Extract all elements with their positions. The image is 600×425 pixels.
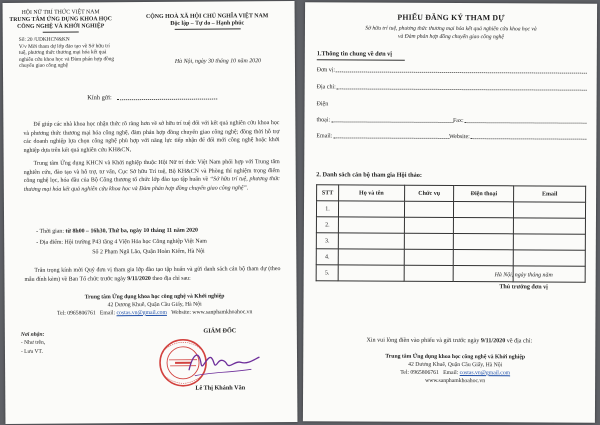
dotted-line — [331, 121, 453, 123]
recipient-item: - Lưu VT. — [20, 348, 43, 355]
org-name-line2: CÔNG NGHỆ VÀ KHỞI NGHIỆP — [17, 23, 105, 30]
table-cell[interactable] — [454, 202, 514, 218]
body-paragraph-3-text: Trân trọng kính mời Quý đơn vị tham gia lớp đào tạo tập huấn và gửi danh sách cán bộ tham dự (theo mẫu đính kèm) về Ban Tổ chức trước ngày — [24, 266, 281, 283]
form-contact-tel: 0965806761 — [410, 369, 439, 376]
table-cell[interactable] — [404, 265, 454, 281]
recipients-block — [21, 331, 45, 356]
body-paragraph-3 — [24, 265, 280, 284]
registration-form-page — [303, 2, 597, 423]
event-venue-line1: Hội trường P43 tầng 4 Viện Hóa học Công nghiệp Việt Nam — [64, 238, 207, 246]
field-email-website[interactable] — [316, 130, 586, 140]
greeting-label: Kính gửi: — [87, 94, 112, 102]
form-subtitle-line2: và Đàm phán hợp đồng chuyển giao công nghệ — [397, 33, 504, 41]
field-phone-fax[interactable] — [316, 114, 586, 124]
field-phone-label-b: thoại: — [316, 117, 331, 124]
column-header: Điện thoại — [454, 186, 514, 202]
column-header: STT — [317, 185, 339, 201]
event-time — [36, 228, 198, 236]
contact-tel-label: Tel: — [57, 310, 68, 317]
form-contact-tel-label: Tel: — [400, 369, 411, 376]
table-header-row — [317, 185, 586, 202]
deadline-note-end: về địa chỉ: — [505, 338, 533, 345]
form-contact-block — [339, 353, 571, 386]
dotted-line — [336, 71, 587, 73]
form-title: PHIẾU ĐĂNG KÝ THAM DỰ — [397, 12, 505, 23]
signature-icon — [189, 355, 259, 370]
dotted-line — [471, 138, 587, 140]
row-number: 4. — [316, 249, 338, 265]
section-participants-title: 2. Danh sách cán bộ tham gia Hội thảo: — [316, 171, 423, 179]
form-contact-address: 42 Dương Khuê, Quận Cầu Giấy, Hà Nội — [408, 361, 503, 369]
table-cell[interactable] — [454, 234, 514, 250]
field-address-label: Địa chỉ: — [316, 84, 336, 91]
director-name: Lê Thị Khánh Vân — [195, 384, 246, 392]
contact-address: 42 Dương Khuê, Quận Cầu Giấy, Hà Nội — [107, 301, 202, 309]
contact-line — [39, 309, 271, 318]
director-title: GIÁM ĐỐC — [203, 327, 237, 335]
section-title-underline — [317, 59, 405, 60]
contact-email-label: Email: — [99, 309, 117, 317]
table-row — [316, 233, 585, 250]
row-number: 5. — [316, 265, 338, 281]
field-phone-label-row — [317, 98, 587, 108]
document-number: Số: 20 /UDKHCN&KN — [18, 36, 70, 43]
form-contact-email-label: Email: — [443, 369, 460, 376]
invitation-letter-page — [3, 1, 298, 424]
table-cell[interactable] — [514, 234, 586, 250]
form-contact-website[interactable]: www.sanphamkhoahoc.vn — [425, 377, 486, 384]
table-cell[interactable] — [404, 201, 454, 217]
body-paragraph-2 — [24, 158, 280, 194]
contact-block — [39, 293, 271, 318]
field-website-label: Website: — [448, 133, 470, 141]
field-phone-label-a: Điện — [316, 101, 329, 108]
participants-table — [316, 184, 587, 282]
body-paragraph-1: Để giúp các nhà khoa học nhận thức rõ ràng hơn về sở hữu trí tuệ đối với kết quả nghiên cứu khoa học và phương thức thương mại hóa công nghệ, đàm phán hợp đồng chuyển giao công nghệ; đồng thời hỗ trợ các doanh nghiệp lựa chọn công nghệ phù hợp với năng lực tiếp nhận để đổi mới công nghệ hoặc khởi nghiệp dựa trên kết quả nghiên cứu KH&CN, — [23, 120, 280, 154]
national-underline — [175, 28, 241, 29]
deadline-note — [303, 337, 595, 346]
row-number: 2. — [316, 217, 338, 233]
org-parent-name: HỘI NỮ TRÍ THỨC VIỆT NAM — [21, 9, 100, 16]
field-fax-label: Fax: — [452, 118, 464, 125]
table-cell[interactable] — [514, 218, 586, 234]
row-number: 3. — [316, 233, 338, 249]
table-cell[interactable] — [338, 249, 404, 265]
body-paragraph-3-end: theo địa chỉ sau: — [150, 275, 191, 282]
form-subtitle-line1: Sở hữu trí tuệ, phương thức thương mại hóa kết quả nghiên cứu khoa học và — [365, 25, 537, 33]
recipient-item: - Như trên, — [20, 339, 46, 347]
place-date: Hà Nội, ngày 30 tháng 10 năm 2020 — [174, 58, 261, 65]
table-cell[interactable] — [338, 217, 404, 233]
table-row — [316, 201, 585, 218]
event-venue-label: - Địa điểm: — [36, 239, 65, 246]
event-venue — [36, 239, 207, 247]
dotted-line — [333, 137, 449, 139]
document-subject: V/v Mời tham dự lớp đào tạo về Sở hữu trí tuệ, phương thức thương mại hóa kết quả nghiên cứu khoa học và Đàm phán hợp đồng chuyển giao công nghệ — [18, 43, 115, 70]
dotted-line — [465, 122, 587, 124]
contact-email-link[interactable]: costas.vn@gmail.com — [116, 309, 167, 316]
contact-website[interactable]: www.sanphamkhoahoc.vn — [192, 309, 253, 316]
dotted-line — [337, 88, 587, 90]
deadline-note-text: Xin vui lòng điền vào phiếu và gửi trước ngày — [366, 337, 481, 345]
form-contact-email-link[interactable]: costas.vn@gmail.com — [459, 369, 511, 377]
red-seal-icon — [160, 340, 206, 386]
contact-tel: 0965806761 — [67, 310, 96, 317]
event-venue-line2: Số 2 Phạm Ngũ Lão, Quận Hoàn Kiếm, Hà Nội — [92, 248, 205, 256]
national-motto: Độc lập – Tự do – Hạnh phúc — [170, 20, 245, 27]
form-contact-org-name: Trung tâm Ứng dụng khoa học công nghệ và Khởi nghiệp — [385, 353, 526, 361]
recipients-title: Nơi nhận: — [20, 331, 45, 338]
national-title: CỘNG HOÀ XÃ HỘI CHỦ NGHĨA VIỆT NAM — [145, 13, 269, 21]
column-header: Họ và tên — [338, 185, 404, 201]
org-underline — [43, 31, 79, 32]
deadline-note-date: 9/11/2020 — [480, 338, 506, 345]
table-cell[interactable] — [404, 233, 454, 249]
signature-date-line: Hà Nội, ngày tháng năm — [494, 272, 553, 279]
table-cell[interactable] — [338, 233, 404, 249]
official-seal-and-signature — [155, 335, 277, 388]
table-cell[interactable] — [514, 202, 586, 218]
org-name-line1: TRUNG TÂM ỨNG DỤNG KHOA HỌC — [9, 16, 112, 23]
table-row — [316, 217, 585, 234]
table-cell[interactable] — [338, 201, 404, 217]
column-header: Chức vụ — [404, 185, 454, 201]
field-email-label: Email: — [316, 133, 333, 140]
body-paragraph-2-text: Trung tâm Ứng dụng KHCN và Khởi nghiệp thuộc Hội Nữ trí thức Việt Nam phối hợp với Trung tâm nghiên cứu, đào tạo và hỗ trợ, tư vấn, Cục Sở hữu Trí tuệ, Bộ KH&CN và Phòng thí nghiệm trọng điểm công nghệ lọc, hóa dầu của Bộ Công thương tổ chức lớp đào tạo tập huấn về — [23, 159, 280, 184]
event-time-value: từ 8h00 – 16h30, Thứ ba, ngày 10 tháng 11 năm 2020 — [65, 227, 199, 235]
table-cell[interactable] — [404, 217, 454, 233]
table-row — [316, 249, 585, 266]
greeting-dotted-line — [117, 99, 217, 101]
event-time-label: - Thời gian: — [36, 228, 66, 235]
field-address[interactable] — [317, 81, 587, 91]
table-cell[interactable] — [338, 265, 404, 281]
table-cell[interactable] — [404, 249, 454, 265]
column-header: Email — [514, 186, 586, 202]
field-unit-label: Đơn vị: — [316, 67, 336, 74]
table-cell[interactable] — [513, 250, 585, 266]
field-unit[interactable] — [317, 64, 587, 74]
unit-head-signature-label: Thủ trưởng đơn vị — [499, 284, 548, 291]
contact-website-label: Website: — [171, 309, 193, 316]
table-cell[interactable] — [454, 250, 514, 266]
deadline-date: 9/11/2020 — [127, 275, 151, 282]
table-cell[interactable] — [454, 218, 514, 234]
section-general-info-title: 1.Thông tin chung về đơn vị — [316, 50, 393, 58]
row-number: 1. — [316, 201, 338, 217]
course-title: “Sở hữu trí tuệ, phương thức thương mại hóa kết quả nghiên cứu khoa học và Đàm phán hợp đồng chuyển giao công nghệ”. — [23, 176, 280, 193]
contact-org-name: Trung tâm Ứng dụng khoa học công nghệ và Khởi nghiệp — [84, 293, 225, 301]
